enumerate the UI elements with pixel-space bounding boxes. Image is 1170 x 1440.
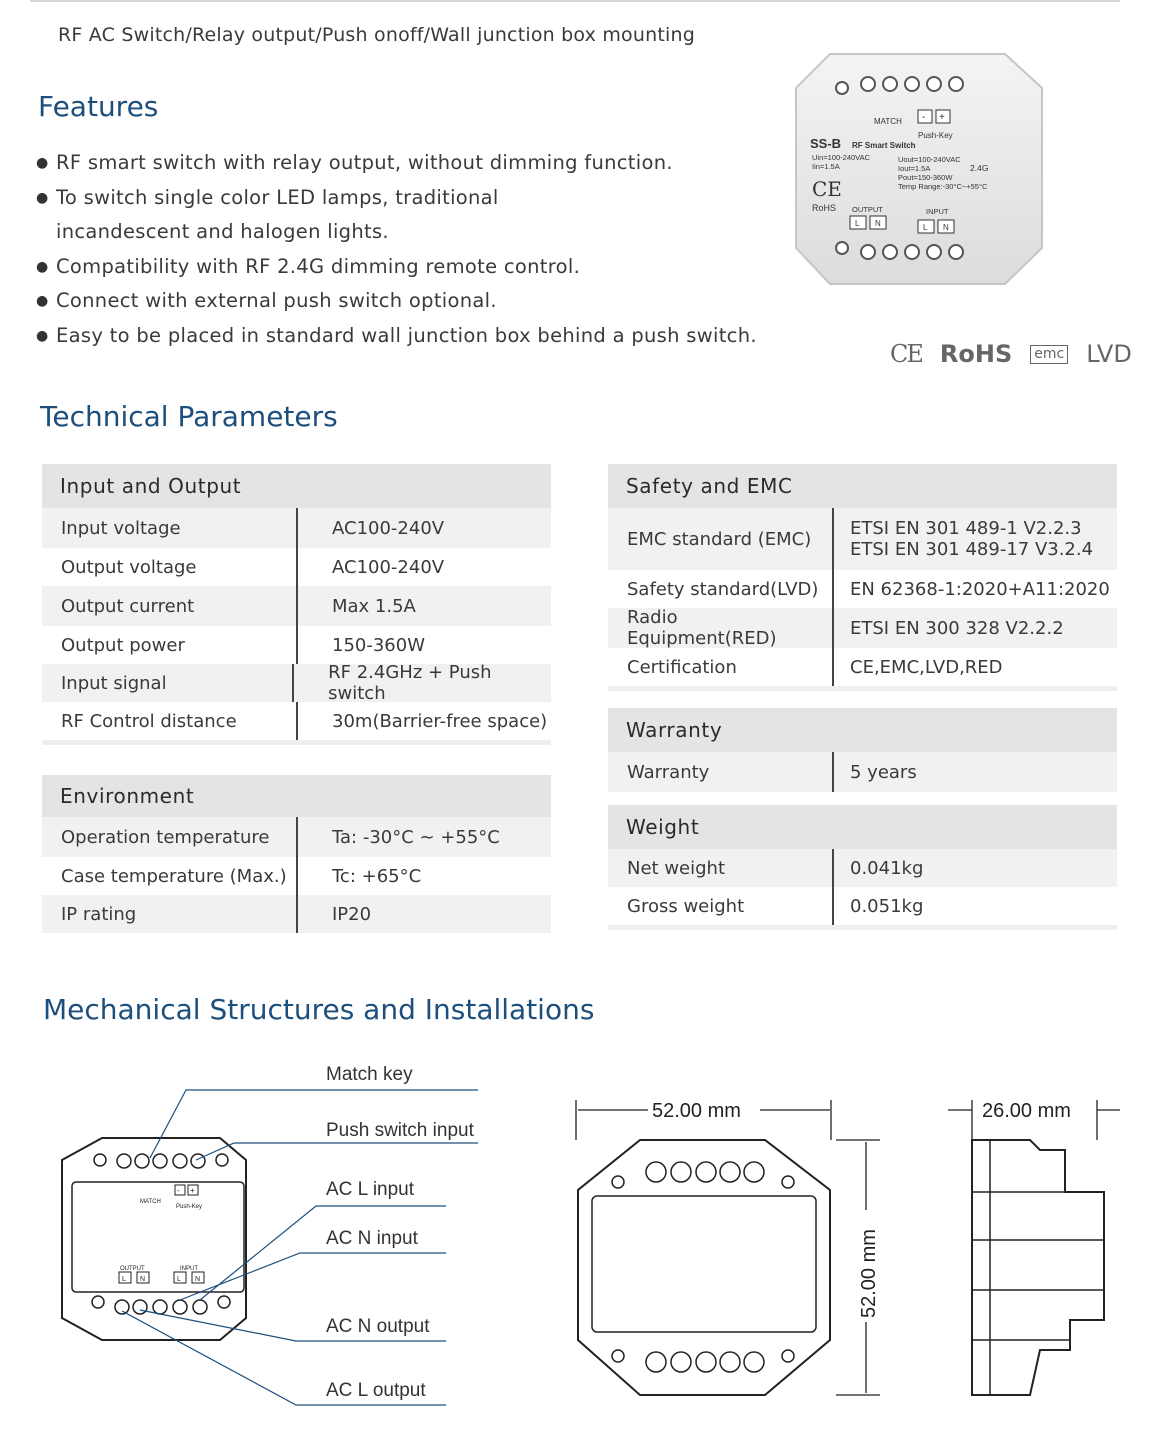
table-row — [42, 548, 551, 586]
top-divider — [30, 0, 1120, 2]
warranty-table — [608, 708, 1117, 792]
table-row — [42, 857, 551, 895]
product-rohs-text: RoHS — [812, 203, 837, 213]
row-value: 0.041kg — [850, 857, 924, 879]
row-value: EN 62368-1:2020+A11:2020 — [850, 578, 1110, 600]
table-bottom-bar — [608, 686, 1117, 691]
table-row — [42, 508, 551, 548]
io-table-header: Input and Output — [42, 464, 551, 508]
product-name-text: RF Smart Switch — [852, 141, 916, 150]
product-output-text: OUTPUT — [852, 205, 883, 214]
row-value: 5 years — [850, 761, 917, 783]
product-model-text: SS-B — [810, 136, 842, 151]
product-ce-text: CE — [812, 177, 842, 201]
safety-table — [608, 464, 1117, 691]
row-key: Certification — [608, 648, 834, 686]
table-row — [608, 508, 1117, 570]
mechanical-drawing — [0, 1040, 1170, 1440]
row-value: IP20 — [332, 903, 372, 925]
callout-ac-n-input: AC N input — [326, 1228, 418, 1249]
product-pushkey-text: Push-Key — [918, 131, 953, 140]
table-row — [42, 702, 551, 740]
ce-logo: CE — [890, 340, 922, 368]
feature-item: ● RF smart switch with relay output, without dimming function. — [36, 146, 796, 181]
product-minus-text: - — [922, 112, 926, 123]
svg-text:L: L — [177, 1276, 181, 1283]
row-key: Output power — [42, 626, 298, 664]
product-n-text: N — [875, 219, 881, 228]
diagram-output-text: OUTPUT — [120, 1266, 145, 1272]
feature-item: ● Connect with external push switch optional. — [36, 284, 796, 319]
row-key: Gross weight — [608, 887, 834, 925]
table-row — [608, 887, 1117, 925]
callout-line-push-switch — [196, 1143, 478, 1160]
row-value: 30m(Barrier-free space) — [332, 710, 548, 732]
table-row — [608, 849, 1117, 887]
product-pout-text: Pout=150-360W — [898, 173, 953, 182]
lvd-logo: LVD — [1086, 340, 1132, 368]
row-value: CE,EMC,LVD,RED — [850, 656, 1003, 678]
product-plus-text: + — [939, 112, 945, 123]
callout-match-key: Match key — [326, 1064, 413, 1085]
product-temp-text: Temp Range:-30°C~+55°C — [898, 182, 988, 191]
page-subtitle: RF AC Switch/Relay output/Push onoff/Wall junction box mounting — [58, 24, 695, 46]
table-row — [608, 648, 1117, 686]
product-iin-text: Iin=1.5A — [812, 162, 840, 171]
environment-table — [42, 775, 551, 933]
row-value-line: ETSI EN 301 489-17 V3.2.4 — [850, 539, 1094, 560]
svg-text:L: L — [122, 1276, 126, 1283]
feature-item: ● Compatibility with RF 2.4G dimming remote control. — [36, 250, 796, 285]
product-uin-text: Uin=100-240VAC — [812, 153, 871, 162]
table-row — [42, 586, 551, 626]
row-key: IP rating — [42, 895, 298, 933]
io-table — [42, 464, 551, 745]
device-outline-side-view — [972, 1140, 1104, 1395]
callout-ac-l-input: AC L input — [326, 1179, 415, 1200]
dimension-width-label: 52.00 mm — [652, 1100, 741, 1122]
product-rf-text: 2.4G — [970, 163, 989, 173]
row-key: Net weight — [608, 849, 834, 887]
row-key: Safety standard(LVD) — [608, 570, 834, 608]
table-bottom-bar — [42, 740, 551, 745]
row-value — [834, 508, 1093, 570]
row-value: 0.051kg — [850, 895, 924, 917]
callout-push-switch-input: Push switch input — [326, 1120, 474, 1141]
technical-heading: Technical Parameters — [40, 400, 338, 433]
table-row — [42, 626, 551, 664]
table-row — [42, 817, 551, 857]
product-image — [790, 48, 1050, 308]
row-value: AC100-240V — [332, 517, 445, 539]
callout-line-ac-n-input — [180, 1253, 446, 1300]
svg-text:+: + — [190, 1186, 195, 1195]
row-key: Input signal — [42, 664, 294, 702]
table-row — [42, 895, 551, 933]
row-key: Radio Equipment(RED) — [608, 608, 834, 648]
product-l-text: L — [855, 219, 860, 228]
row-value: ETSI EN 300 328 V2.2.2 — [850, 617, 1064, 639]
dimension-height-label: 52.00 mm — [858, 1229, 880, 1318]
product-iout-text: Iout=1.5A — [898, 164, 931, 173]
rohs-logo: RoHS — [939, 340, 1013, 368]
row-key: Case temperature (Max.) — [42, 857, 298, 895]
mechanical-heading: Mechanical Structures and Installations — [43, 993, 595, 1026]
row-key: Output current — [42, 586, 298, 626]
features-heading: Features — [38, 90, 159, 123]
weight-table-header: Weight — [608, 805, 1117, 849]
row-value: Ta: -30°C ~ +55°C — [332, 826, 500, 848]
certification-logos — [890, 340, 1132, 368]
product-n-text: N — [943, 223, 949, 232]
row-value: 150-360W — [332, 634, 426, 656]
product-uout-text: Uout=100-240VAC — [898, 155, 961, 164]
warranty-table-header: Warranty — [608, 708, 1117, 752]
table-row — [608, 570, 1117, 608]
row-value-line: ETSI EN 301 489-1 V2.2.3 — [850, 518, 1082, 539]
product-input-text: INPUT — [926, 207, 949, 216]
diagram-pushkey-text: Push-Key — [176, 1204, 203, 1210]
weight-table — [608, 805, 1117, 930]
feature-item: ● Easy to be placed in standard wall junction box behind a push switch. — [36, 319, 796, 354]
table-row — [42, 664, 551, 702]
row-key: Warranty — [608, 752, 834, 792]
dimension-depth-label: 26.00 mm — [982, 1100, 1071, 1122]
row-key: Input voltage — [42, 508, 298, 548]
device-window-front-view — [592, 1196, 816, 1332]
product-l-text: L — [923, 223, 928, 232]
table-row — [608, 752, 1117, 792]
row-key: Output voltage — [42, 548, 298, 586]
product-match-text: MATCH — [874, 117, 902, 126]
row-value: Tc: +65°C — [332, 865, 422, 887]
feature-item: ● To switch single color LED lamps, traditional incandescent and halogen lights. — [36, 181, 636, 250]
row-value: AC100-240V — [332, 556, 445, 578]
row-key: Operation temperature — [42, 817, 298, 857]
row-key: EMC standard (EMC) — [608, 508, 834, 570]
svg-text:N: N — [140, 1276, 146, 1283]
callout-ac-l-output: AC L output — [326, 1380, 426, 1401]
emc-logo: emc — [1030, 345, 1068, 364]
callout-ac-n-output: AC N output — [326, 1316, 430, 1337]
diagram-match-text: MATCH — [140, 1199, 161, 1205]
row-key: RF Control distance — [42, 702, 298, 740]
features-list — [36, 146, 796, 353]
diagram-input-text: INPUT — [180, 1266, 198, 1272]
svg-text:-: - — [177, 1186, 180, 1195]
table-row — [608, 608, 1117, 648]
safety-table-header: Safety and EMC — [608, 464, 1117, 508]
svg-text:N: N — [195, 1276, 201, 1283]
environment-table-header: Environment — [42, 775, 551, 817]
table-bottom-bar — [608, 925, 1117, 930]
row-value: RF 2.4GHz + Push switch — [328, 662, 492, 704]
row-value: Max 1.5A — [332, 595, 416, 617]
